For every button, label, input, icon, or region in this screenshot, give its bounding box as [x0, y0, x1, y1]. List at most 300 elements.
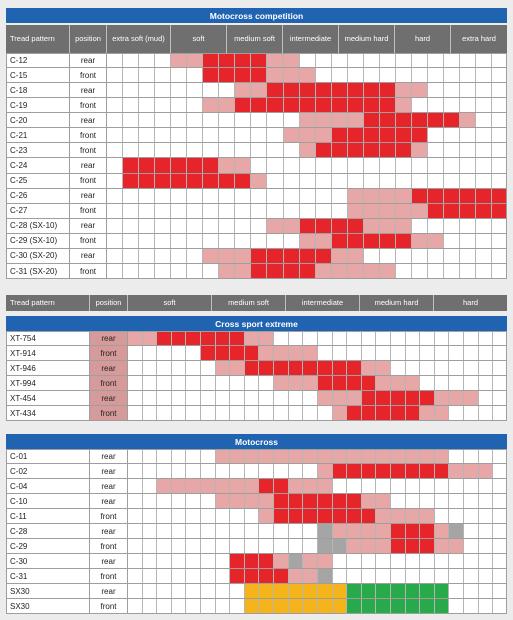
header-tread-pattern: Tread pattern: [6, 295, 90, 311]
hardness-cell: [362, 494, 377, 508]
tread-pattern-name: C-30 (SX-20): [6, 249, 70, 263]
hardness-cell: [186, 584, 201, 598]
table-row: [6, 464, 507, 479]
hardness-cell: [171, 54, 187, 67]
hardness-cell: [267, 128, 283, 142]
hardness-cell: [123, 174, 139, 188]
hardness-cell: [435, 479, 450, 493]
tread-pattern-name: XT-434: [6, 406, 90, 420]
hardness-cell: [139, 113, 155, 127]
hardness-cell: [412, 113, 428, 127]
hardness-cell: [289, 539, 304, 553]
hardness-cell: [235, 83, 251, 97]
hardness-cell: [444, 264, 460, 278]
hardness-cell: [428, 249, 444, 263]
hardness-cells: [107, 54, 507, 67]
table-row: [6, 569, 507, 584]
hardness-cell: [460, 158, 476, 172]
tread-pattern-name: SX30: [6, 599, 90, 613]
hardness-cell: [143, 479, 158, 493]
hardness-cell: [251, 113, 267, 127]
hardness-cell: [493, 584, 507, 598]
hardness-cell: [186, 391, 201, 405]
hardness-cell: [172, 584, 187, 598]
hardness-cells: [107, 158, 507, 172]
hardness-cells: [128, 391, 507, 405]
hardness-cell: [476, 189, 492, 203]
hardness-cell: [476, 128, 492, 142]
hardness-cell: [201, 464, 216, 478]
hardness-cell: [284, 174, 300, 188]
hardness-cell: [171, 189, 187, 203]
hardness-cell: [406, 464, 421, 478]
hardness-cell: [333, 539, 348, 553]
position-value: rear: [70, 83, 107, 97]
hardness-cell: [493, 346, 507, 360]
position-value: rear: [90, 584, 128, 598]
hardness-cell: [139, 128, 155, 142]
hardness-cell: [376, 391, 391, 405]
hardness-cell: [412, 54, 428, 67]
position-value: rear: [90, 524, 128, 538]
hardness-cell: [107, 143, 123, 157]
hardness-cell: [155, 189, 171, 203]
hardness-cell: [251, 128, 267, 142]
hardness-cell: [420, 509, 435, 523]
hardness-cell: [201, 376, 216, 390]
hardness-cell: [171, 264, 187, 278]
hardness-cell: [171, 234, 187, 248]
section2-header: [6, 295, 507, 311]
hardness-cell: [376, 494, 391, 508]
hardness-cell: [449, 509, 464, 523]
hardness-cell: [362, 346, 377, 360]
hardness-cell: [172, 569, 187, 583]
hardness-cell: [464, 509, 479, 523]
hardness-cells: [107, 128, 507, 142]
hardness-cell: [318, 509, 333, 523]
hardness-cell: [479, 584, 494, 598]
hardness-cell: [284, 219, 300, 233]
hardness-cell: [245, 554, 260, 568]
hardness-cell: [128, 361, 143, 375]
hardness-cell: [155, 219, 171, 233]
hardness-cell: [449, 479, 464, 493]
hardness-cell: [460, 219, 476, 233]
hardness-cell: [318, 406, 333, 420]
hardness-cell: [449, 376, 464, 390]
hardness-cell: [303, 494, 318, 508]
tread-pattern-name: C-15: [6, 68, 70, 82]
hardness-cell: [460, 234, 476, 248]
hardness-cell: [155, 113, 171, 127]
hardness-cell: [203, 158, 219, 172]
hardness-cell: [492, 143, 507, 157]
hardness-cell: [333, 494, 348, 508]
hardness-cell: [479, 361, 494, 375]
hardness-cells: [107, 249, 507, 263]
hardness-cell: [155, 83, 171, 97]
hardness-cell: [274, 539, 289, 553]
hardness-cell: [348, 113, 364, 127]
hardness-cell: [172, 464, 187, 478]
hardness-cell: [157, 406, 172, 420]
hardness-cell: [139, 174, 155, 188]
hardness-cell: [460, 113, 476, 127]
hardness-cell: [364, 143, 380, 157]
header-hard: hard: [395, 25, 451, 53]
hardness-cell: [155, 68, 171, 82]
hardness-cell: [316, 158, 332, 172]
hardness-cell: [259, 406, 274, 420]
hardness-cell: [235, 219, 251, 233]
hardness-cells: [128, 479, 507, 493]
hardness-cell: [493, 479, 507, 493]
hardness-cell: [476, 174, 492, 188]
hardness-cell: [347, 509, 362, 523]
hardness-cell: [107, 174, 123, 188]
hardness-cell: [316, 219, 332, 233]
hardness-cell: [172, 494, 187, 508]
hardness-cells: [128, 450, 507, 463]
hardness-cell: [316, 249, 332, 263]
hardness-cell: [230, 509, 245, 523]
hardness-cell: [186, 346, 201, 360]
hardness-cell: [406, 584, 421, 598]
position-value: rear: [90, 554, 128, 568]
hardness-cell: [391, 554, 406, 568]
hardness-cell: [216, 332, 231, 345]
table-row: [6, 391, 507, 406]
hardness-cell: [107, 98, 123, 112]
hardness-cell: [171, 68, 187, 82]
hardness-cell: [289, 346, 304, 360]
hardness-cell: [107, 249, 123, 263]
hardness-cell: [187, 219, 203, 233]
hardness-cell: [289, 361, 304, 375]
hardness-cell: [172, 524, 187, 538]
hardness-cell: [332, 158, 348, 172]
hardness-cell: [380, 98, 396, 112]
tread-pattern-name: C-29 (SX-10): [6, 234, 70, 248]
hardness-cell: [391, 332, 406, 345]
hardness-cell: [444, 158, 460, 172]
hardness-cell: [289, 406, 304, 420]
tread-pattern-name: C-01: [6, 450, 90, 463]
hardness-cell: [203, 234, 219, 248]
hardness-cell: [460, 264, 476, 278]
hardness-cell: [318, 479, 333, 493]
hardness-cell: [428, 204, 444, 218]
hardness-cells: [128, 524, 507, 538]
hardness-cell: [155, 143, 171, 157]
hardness-cell: [444, 174, 460, 188]
hardness-cell: [449, 450, 464, 463]
hardness-cell: [391, 599, 406, 613]
hardness-cell: [171, 128, 187, 142]
hardness-cell: [332, 189, 348, 203]
hardness-cell: [289, 391, 304, 405]
hardness-cell: [259, 509, 274, 523]
hardness-cell: [396, 83, 412, 97]
hardness-cell: [123, 264, 139, 278]
hardness-cell: [362, 479, 377, 493]
hardness-cell: [449, 584, 464, 598]
hardness-cell: [332, 54, 348, 67]
hardness-cell: [123, 143, 139, 157]
hardness-cell: [376, 569, 391, 583]
hardness-cell: [318, 524, 333, 538]
hardness-cell: [435, 569, 450, 583]
hardness-cell: [348, 68, 364, 82]
hardness-cell: [464, 554, 479, 568]
hardness-cell: [235, 98, 251, 112]
hardness-cell: [493, 569, 507, 583]
hardness-cell: [235, 249, 251, 263]
hardness-cell: [380, 68, 396, 82]
tread-pattern-name: C-26: [6, 189, 70, 203]
hardness-cell: [216, 509, 231, 523]
hardness-cell: [201, 524, 216, 538]
hardness-cell: [476, 219, 492, 233]
hardness-cell: [267, 219, 283, 233]
hardness-cell: [187, 264, 203, 278]
hardness-cell: [201, 539, 216, 553]
hardness-cell: [143, 509, 158, 523]
hardness-cell: [460, 54, 476, 67]
position-value: front: [90, 406, 128, 420]
hardness-cell: [476, 54, 492, 67]
hardness-cell: [332, 234, 348, 248]
hardness-cell: [230, 361, 245, 375]
hardness-cell: [251, 249, 267, 263]
hardness-cell: [333, 391, 348, 405]
hardness-cell: [449, 524, 464, 538]
hardness-cell: [289, 509, 304, 523]
hardness-cell: [362, 332, 377, 345]
hardness-cell: [187, 83, 203, 97]
hardness-cell: [203, 189, 219, 203]
hardness-cell: [216, 599, 231, 613]
hardness-cell: [235, 113, 251, 127]
hardness-cell: [479, 406, 494, 420]
hardness-cell: [464, 376, 479, 390]
hardness-cell: [219, 189, 235, 203]
hardness-cell: [380, 174, 396, 188]
hardness-cell: [203, 113, 219, 127]
hardness-cell: [139, 158, 155, 172]
hardness-cell: [362, 376, 377, 390]
hardness-cell: [362, 450, 377, 463]
hardness-cell: [347, 494, 362, 508]
hardness-cell: [107, 219, 123, 233]
hardness-cell: [420, 332, 435, 345]
tread-pattern-name: XT-994: [6, 376, 90, 390]
tread-pattern-name: C-31 (SX-20): [6, 264, 70, 278]
hardness-cells: [107, 68, 507, 82]
hardness-cell: [362, 391, 377, 405]
hardness-cell: [479, 524, 494, 538]
hardness-cell: [259, 391, 274, 405]
hardness-cell: [376, 554, 391, 568]
hardness-cell: [219, 234, 235, 248]
hardness-cell: [216, 554, 231, 568]
hardness-cell: [303, 524, 318, 538]
hardness-cell: [274, 346, 289, 360]
hardness-cell: [245, 569, 260, 583]
hardness-cell: [464, 599, 479, 613]
hardness-cell: [412, 128, 428, 142]
hardness-cell: [284, 143, 300, 157]
hardness-cell: [333, 584, 348, 598]
hardness-cell: [128, 539, 143, 553]
hardness-cell: [201, 450, 216, 463]
hardness-cell: [449, 554, 464, 568]
hardness-cell: [396, 189, 412, 203]
hardness-cell: [435, 376, 450, 390]
table-row: [6, 189, 507, 204]
hardness-cell: [347, 554, 362, 568]
hardness-cell: [303, 509, 318, 523]
hardness-cell: [267, 234, 283, 248]
hardness-cell: [347, 391, 362, 405]
hardness-cell: [201, 391, 216, 405]
hardness-cell: [157, 524, 172, 538]
hardness-cell: [107, 83, 123, 97]
hardness-cell: [333, 524, 348, 538]
hardness-cell: [464, 479, 479, 493]
hardness-cell: [187, 68, 203, 82]
hardness-cell: [444, 83, 460, 97]
hardness-cell: [300, 174, 316, 188]
tread-pattern-name: XT-754: [6, 332, 90, 345]
hardness-cell: [444, 113, 460, 127]
hardness-cell: [380, 113, 396, 127]
position-value: front: [90, 599, 128, 613]
hardness-cell: [172, 361, 187, 375]
hardness-cell: [201, 346, 216, 360]
section1-header: [6, 25, 507, 53]
hardness-cell: [318, 599, 333, 613]
hardness-cell: [428, 219, 444, 233]
hardness-cell: [143, 584, 158, 598]
hardness-cell: [435, 346, 450, 360]
hardness-cell: [492, 128, 507, 142]
tread-pattern-name: C-11: [6, 509, 90, 523]
hardness-cell: [406, 509, 421, 523]
hardness-cell: [274, 509, 289, 523]
hardness-cell: [364, 234, 380, 248]
hardness-cell: [428, 234, 444, 248]
header-soft: soft: [171, 25, 227, 53]
hardness-cell: [316, 234, 332, 248]
hardness-cell: [143, 391, 158, 405]
hardness-cell: [479, 554, 494, 568]
hardness-cell: [155, 158, 171, 172]
hardness-cell: [406, 346, 421, 360]
hardness-cell: [333, 346, 348, 360]
hardness-cell: [428, 54, 444, 67]
hardness-cell: [187, 204, 203, 218]
hardness-cell: [493, 524, 507, 538]
hardness-cells: [128, 569, 507, 583]
position-value: rear: [70, 158, 107, 172]
hardness-cell: [380, 143, 396, 157]
hardness-cell: [251, 204, 267, 218]
header-medium-soft: medium soft: [212, 295, 286, 311]
hardness-cell: [332, 68, 348, 82]
hardness-cell: [157, 569, 172, 583]
hardness-cell: [391, 376, 406, 390]
hardness-cell: [420, 599, 435, 613]
hardness-cell: [318, 464, 333, 478]
hardness-cell: [362, 539, 377, 553]
hardness-cell: [289, 450, 304, 463]
hardness-cell: [303, 464, 318, 478]
hardness-cell: [259, 332, 274, 345]
hardness-cell: [107, 204, 123, 218]
hardness-cell: [123, 98, 139, 112]
tread-pattern-name: C-23: [6, 143, 70, 157]
hardness-cell: [123, 158, 139, 172]
hardness-cell: [362, 569, 377, 583]
hardness-cell: [230, 479, 245, 493]
hardness-cell: [157, 584, 172, 598]
hardness-cell: [347, 406, 362, 420]
hardness-cell: [172, 376, 187, 390]
hardness-cell: [274, 406, 289, 420]
hardness-cells: [128, 464, 507, 478]
hardness-cell: [245, 406, 260, 420]
hardness-cell: [300, 158, 316, 172]
hardness-cell: [493, 406, 507, 420]
hardness-cell: [460, 128, 476, 142]
hardness-cell: [493, 494, 507, 508]
position-value: rear: [90, 332, 128, 345]
hardness-cell: [391, 346, 406, 360]
hardness-cell: [128, 332, 143, 345]
hardness-cell: [186, 554, 201, 568]
hardness-cell: [274, 599, 289, 613]
hardness-cell: [362, 524, 377, 538]
hardness-cell: [203, 174, 219, 188]
hardness-cell: [128, 464, 143, 478]
hardness-cell: [139, 189, 155, 203]
tread-pattern-name: C-21: [6, 128, 70, 142]
header-intermediate: intermediate: [286, 295, 360, 311]
table-row: [6, 406, 507, 421]
hardness-cell: [128, 346, 143, 360]
hardness-cell: [406, 524, 421, 538]
hardness-cell: [289, 599, 304, 613]
hardness-cell: [157, 479, 172, 493]
hardness-cell: [123, 68, 139, 82]
hardness-cell: [476, 234, 492, 248]
header-soft: soft: [128, 295, 212, 311]
hardness-cell: [171, 143, 187, 157]
hardness-cell: [476, 113, 492, 127]
position-value: front: [90, 509, 128, 523]
hardness-cell: [406, 479, 421, 493]
hardness-cell: [267, 189, 283, 203]
hardness-cell: [123, 113, 139, 127]
hardness-cell: [492, 113, 507, 127]
hardness-cell: [245, 539, 260, 553]
hardness-cell: [245, 509, 260, 523]
hardness-cell: [348, 234, 364, 248]
hardness-cell: [284, 113, 300, 127]
hardness-cell: [235, 68, 251, 82]
